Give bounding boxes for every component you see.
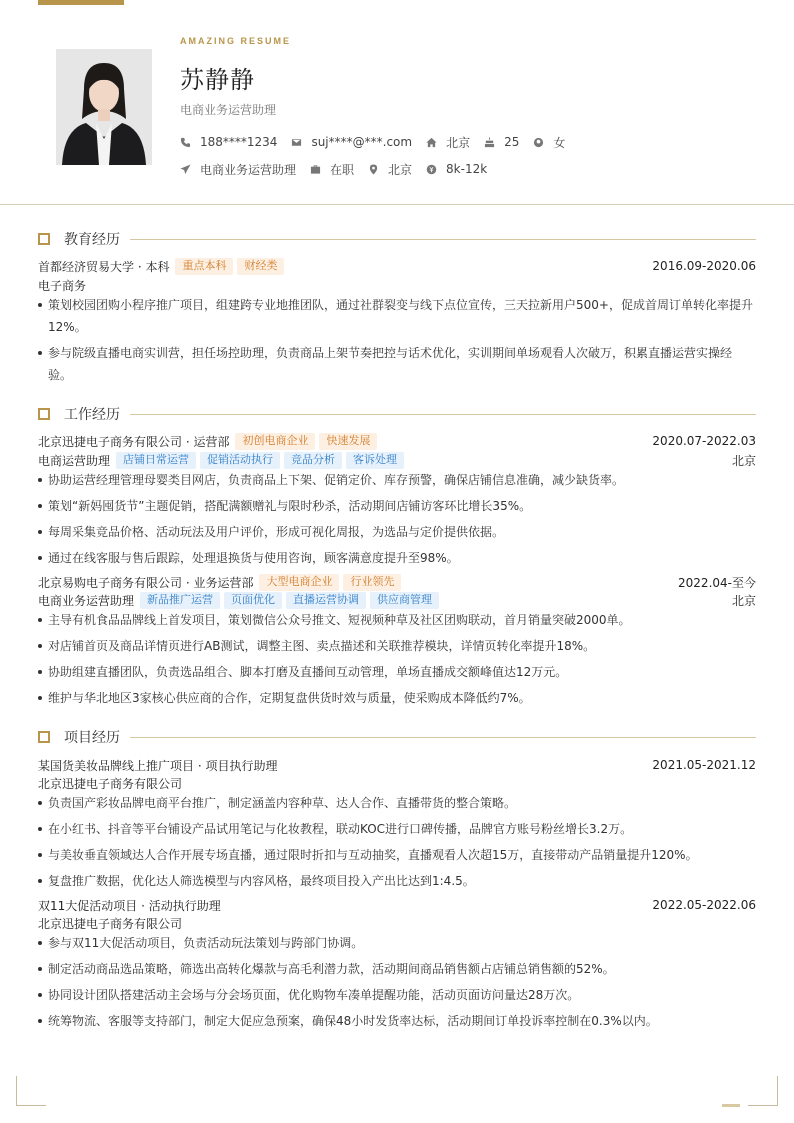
skill-tag: 促销活动执行 <box>200 452 280 469</box>
education-bullet-continuation: 验。 <box>48 368 73 382</box>
job-bullet: 维护与华北地区3家核心供应商的合作，定期复盘供货时效与质量，使采购成本降低约7%。 <box>38 687 756 709</box>
profile-photo <box>56 49 152 165</box>
education-bullet: 参与院级直播电商实训营，担任场控助理，负责商品上架节奏把控与话术优化，实训期间单场观看人次破万，积累直播运营实操经 <box>38 342 756 364</box>
candidate-title: 电商业务运营助理 <box>180 103 277 117</box>
job-bullet: 策划“新妈囤货节”主题促销，搭配满额赠礼与限时秒杀，活动期间店铺访客环比增长35%。 <box>38 495 756 517</box>
job-city: 北京 <box>731 453 756 468</box>
project-bullet: 统筹物流、客服等支持部门，制定大促应急预案，确保48小时发货率达标，活动期间订单投诉率控制在0.3%以内。 <box>38 1010 756 1032</box>
contact-row-1 <box>180 134 579 150</box>
project-bullet: 负责国产彩妆品牌电商平台推广，制定涵盖内容种草、达人合作、直播带货的整合策略。 <box>38 792 756 814</box>
salary-icon <box>426 164 437 175</box>
home-icon <box>426 137 437 148</box>
cake-icon <box>484 137 495 148</box>
info-target-city <box>368 161 412 177</box>
company-tag: 大型电商企业 <box>259 574 339 591</box>
skill-tag: 直播运营协调 <box>286 592 366 609</box>
project-company-row <box>38 774 756 792</box>
status-text: 在职 <box>330 162 355 177</box>
resume-header <box>0 0 794 205</box>
info-email <box>291 134 412 150</box>
school-name: 首都经济贸易大学 · 本科 <box>38 259 170 274</box>
email-text: suj****@***.com <box>311 135 413 149</box>
project-bullet: 协同设计团队搭建活动主会场与分会场页面，优化购物车凑单提醒功能，活动页面访问量达28万次。 <box>38 984 756 1006</box>
section-divider <box>130 414 756 415</box>
section-marker-icon <box>38 408 50 420</box>
job-company-row <box>38 573 756 591</box>
info-age <box>484 134 519 150</box>
info-status <box>310 161 354 177</box>
company-tag: 初创电商企业 <box>235 433 315 450</box>
info-phone <box>180 134 277 150</box>
project-company: 北京迅捷电子商务有限公司 <box>38 776 183 791</box>
skill-tag: 客诉处理 <box>346 452 404 469</box>
salary-text: 8k-12k <box>446 162 488 176</box>
skill-tag: 供应商管理 <box>370 592 439 609</box>
section-divider <box>130 239 756 240</box>
info-hometown <box>426 134 470 150</box>
company-name: 北京迅捷电子商务有限公司 · 运营部 <box>38 434 230 449</box>
section-title-work: 工作经历 <box>64 407 120 423</box>
skill-tag: 店铺日常运营 <box>116 452 196 469</box>
project-bullet: 参与双11大促活动项目，负责活动玩法策划与跨部门协调。 <box>38 932 756 954</box>
education-bullet-continuation: 12%。 <box>48 320 87 334</box>
corner-decoration <box>16 1076 46 1106</box>
position-name: 电商业务运营助理 <box>38 593 135 608</box>
gender-icon <box>533 137 544 148</box>
job-date: 2022.04-至今 <box>678 575 756 590</box>
company-tag: 行业领先 <box>343 574 401 591</box>
position-name: 电商运营助理 <box>38 453 111 468</box>
major-text: 电子商务 <box>38 278 87 293</box>
age-text: 25 <box>504 135 520 149</box>
skill-tag: 竞品分析 <box>284 452 342 469</box>
project-company: 北京迅捷电子商务有限公司 <box>38 916 183 931</box>
location-icon <box>368 164 379 175</box>
project-date: 2021.05-2021.12 <box>652 758 756 772</box>
section-education <box>38 229 756 249</box>
company-name: 北京易购电子商务有限公司 · 业务运营部 <box>38 575 254 590</box>
briefcase-icon <box>310 164 321 175</box>
project-bullet: 在小红书、抖音等平台铺设产品试用笔记与化妆教程，联动KOC进行口碑传播，品牌官方账号粉丝增长3.2万。 <box>38 818 756 840</box>
project-bullet: 与美妆垂直领域达人合作开展专场直播，通过限时折扣与互动抽奖，直播观看人次超15万，直接带动产品销量提升120%。 <box>38 844 756 866</box>
section-title-education: 教育经历 <box>64 232 120 248</box>
info-gender <box>533 134 565 150</box>
avatar-illustration <box>56 49 152 165</box>
target-position-text: 电商业务运营助理 <box>200 162 297 177</box>
school-tag: 重点本科 <box>175 258 233 275</box>
education-major-row <box>38 276 756 294</box>
section-marker-icon <box>38 731 50 743</box>
job-bullet: 协助组建直播团队，负责选品组合、脚本打磨及直播间互动管理，单场直播成交额峰值达12万元。 <box>38 661 756 683</box>
school-tag: 财经类 <box>237 258 284 275</box>
project-date: 2022.05-2022.06 <box>652 898 756 912</box>
gender-text: 女 <box>553 135 566 150</box>
job-company-row <box>38 432 756 450</box>
job-bullet: 通过在线客服与售后跟踪，处理退换货与使用咨询，顾客满意度提升至98%。 <box>38 547 756 569</box>
project-name-row <box>38 896 756 914</box>
hometown-text: 北京 <box>446 135 471 150</box>
education-school-row <box>38 257 756 275</box>
education-bullet: 策划校园团购小程序推广项目，组建跨专业地推团队，通过社群裂变与线下点位宣传，三天拉新用户500+，促成首周订单转化率提升 <box>38 294 756 316</box>
footer-accent-bar <box>722 1104 740 1107</box>
corner-decoration <box>748 1076 778 1106</box>
job-bullet: 每周采集竞品价格、活动玩法及用户评价，形成可视化周报，为选品与定价提供依据。 <box>38 521 756 543</box>
section-divider <box>130 737 756 738</box>
project-bullet: 复盘推广数据，优化达人筛选模型与内容风格，最终项目投入产出比达到1:4.5。 <box>38 870 756 892</box>
section-title-projects: 项目经历 <box>64 730 120 746</box>
job-position-row <box>38 451 756 469</box>
job-position-row <box>38 591 756 609</box>
section-work <box>38 404 756 424</box>
job-bullet: 主导有机食品品牌线上首发项目，策划微信公众号推文、短视频种草及社区团购联动，首月销量突破2000单。 <box>38 609 756 631</box>
company-tag: 快速发展 <box>319 433 377 450</box>
mail-icon <box>291 137 302 148</box>
target-city-text: 北京 <box>388 162 413 177</box>
brand-label: AMAZING RESUME <box>180 36 291 46</box>
contact-row-2 <box>180 161 501 177</box>
project-name-row <box>38 756 756 774</box>
project-bullet: 制定活动商品选品策略，筛选出高转化爆款与高毛利潜力款，活动期间商品销售额占店铺总销售额的52%。 <box>38 958 756 980</box>
info-salary <box>426 161 487 177</box>
phone-icon <box>180 137 191 148</box>
section-marker-icon <box>38 233 50 245</box>
info-target-position <box>180 161 296 177</box>
project-name: 某国货美妆品牌线上推广项目 · 项目执行助理 <box>38 758 278 773</box>
phone-text: 188****1234 <box>200 135 278 149</box>
job-bullet: 对店铺首页及商品详情页进行AB测试，调整主图、卖点描述和关联推荐模块，详情页转化率提升18%。 <box>38 635 756 657</box>
job-city: 北京 <box>731 593 756 608</box>
project-company-row <box>38 914 756 932</box>
skill-tag: 页面优化 <box>224 592 282 609</box>
skill-tag: 新品推广运营 <box>140 592 220 609</box>
send-icon <box>180 164 191 175</box>
job-bullet: 协助运营经理管理母婴类目网店，负责商品上下架、促销定价、库存预警，确保店铺信息准确，减少缺货率。 <box>38 469 756 491</box>
section-projects <box>38 727 756 747</box>
job-date: 2020.07-2022.03 <box>652 434 756 448</box>
project-name: 双11大促活动项目 · 活动执行助理 <box>38 898 221 913</box>
candidate-name: 苏静静 <box>180 66 255 94</box>
education-date: 2016.09-2020.06 <box>652 259 756 273</box>
